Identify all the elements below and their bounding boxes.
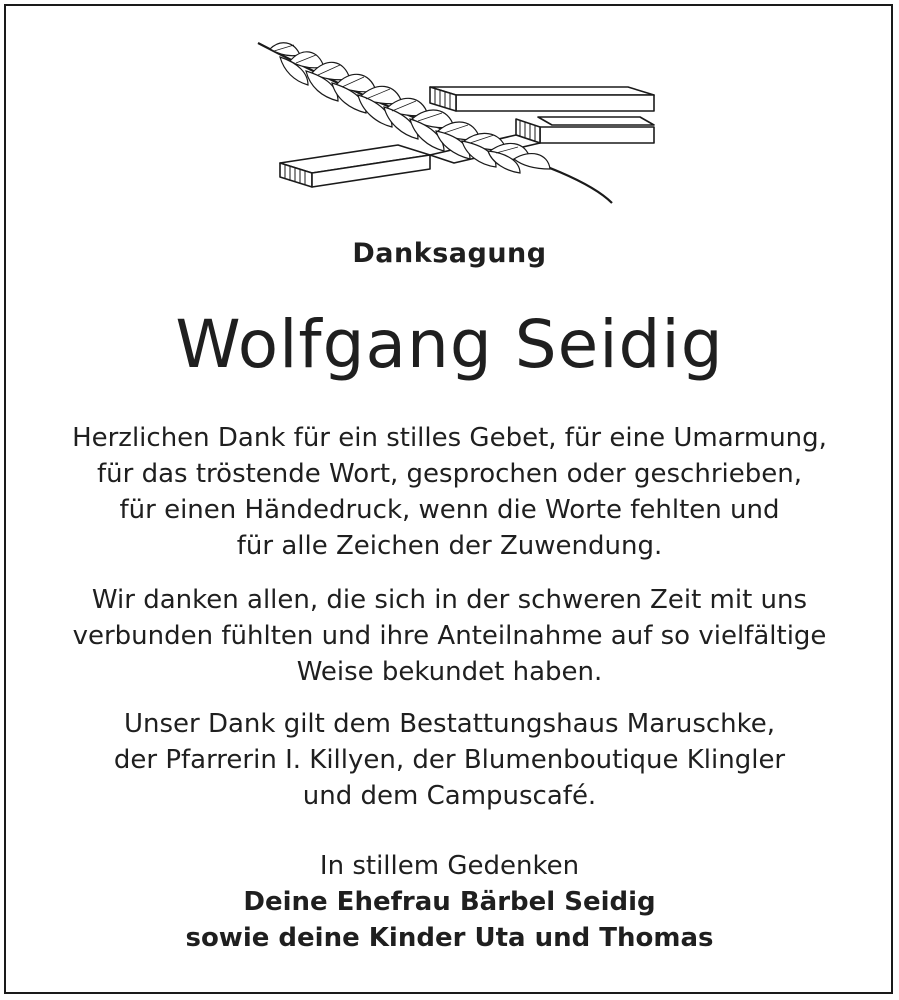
notice-heading: Danksagung <box>352 238 547 269</box>
signature-block <box>0 848 899 956</box>
signature-line-1: Deine Ehefrau Bärbel Seidig <box>243 887 656 917</box>
deceased-name: Wolfgang Seidig <box>175 306 724 383</box>
paragraph-line: Weise bekundet haben. <box>296 657 603 687</box>
paragraph-line: und dem Campuscafé. <box>302 781 597 811</box>
paragraph-line: Wir danken allen, die sich in der schweren Zeit mit uns <box>91 585 808 615</box>
cross-with-palm-branch-icon <box>250 35 660 210</box>
closing-line: In stillem Gedenken <box>319 851 580 881</box>
paragraph-line: für das tröstende Wort, gesprochen oder geschrieben, <box>97 459 802 489</box>
paragraph-line: für alle Zeichen der Zuwendung. <box>236 531 663 561</box>
thanks-paragraph-2 <box>0 582 899 690</box>
paragraph-line: der Pfarrerin I. Killyen, der Blumenboutique Klingler <box>113 745 786 775</box>
paragraph-line: Herzlichen Dank für ein stilles Gebet, für eine Umarmung, <box>72 423 827 453</box>
paragraph-line: Unser Dank gilt dem Bestattungshaus Maruschke, <box>123 709 776 739</box>
paragraph-line: verbunden fühlten und ihre Anteilnahme auf so vielfältige <box>72 621 827 651</box>
thanks-paragraph-3 <box>0 706 899 814</box>
paragraph-line: für einen Händedruck, wenn die Worte fehlten und <box>119 495 780 525</box>
thanks-paragraph-1 <box>0 420 899 564</box>
signature-line-2: sowie deine Kinder Uta und Thomas <box>185 923 714 953</box>
